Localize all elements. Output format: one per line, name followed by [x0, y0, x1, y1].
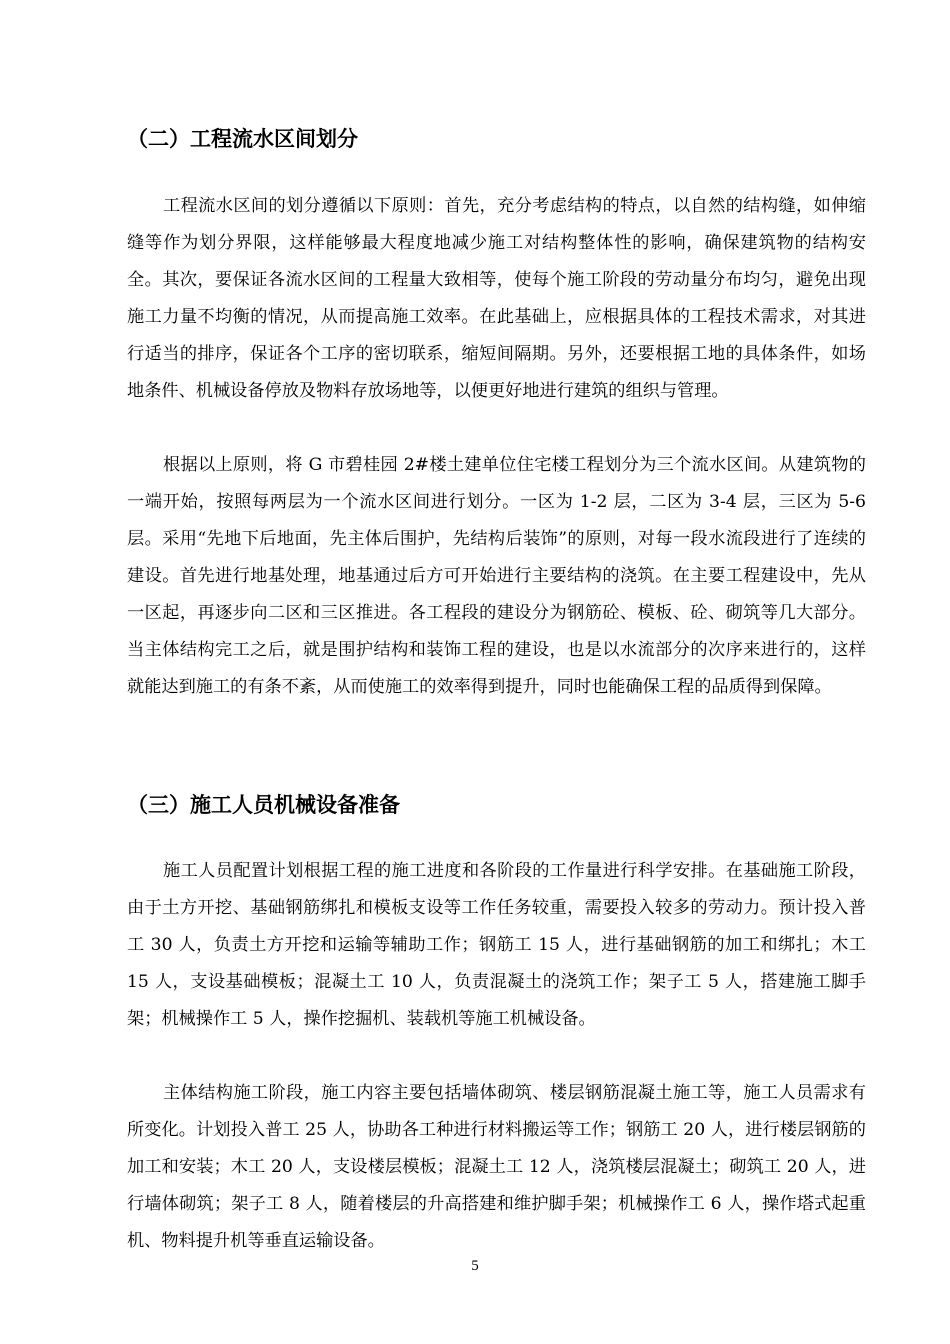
page-number: 5 — [471, 1258, 479, 1274]
section-3-paragraph-2: 主体结构施工阶段，施工内容主要包括墙体砌筑、楼层钢筋混凝土施工等，施工人员需求有所变化。计划投入普工 25 人，协助各工种进行材料搬运等工作；钢筋工 20 人，进行楼层钢筋的加工和安装；木工 20 人，支设楼层模板；混凝土工 12 人，浇筑楼层混凝土；砌筑工 20 人，进行墙体砌筑；架子工 8 人，随着楼层的升高搭建和维护脚手架；机械操作工 6 人，操作塔式起重机、物料提升机等垂直运输设备。 — [127, 1083, 866, 1251]
section-heading-3: （三）施工人员机械设备准备 — [127, 793, 400, 817]
section-heading-2: （二）工程流水区间划分 — [127, 127, 358, 151]
section-3-paragraph-1: 施工人员配置计划根据工程的施工进度和各阶段的工作量进行科学安排。在基础施工阶段，由于土方开挖、基础钢筋绑扎和模板支设等工作任务较重，需要投入较多的劳动力。预计投入普工 30 人，负责土方开挖和运输等辅助工作；钢筋工 15 人，进行基础钢筋的加工和绑扎；木工 15 人，支设基础模板；混凝土工 10 人，负责混凝土的浇筑工作；架子工 5 人，搭建施工脚手架；机械操作工 5 人，操作挖掘机、装载机等施工机械设备。 — [127, 861, 866, 1029]
section-2-paragraph-1: 工程流水区间的划分遵循以下原则：首先，充分考虑结构的特点，以自然的结构缝，如伸缩缝等作为划分界限，这样能够最大程度地减少施工对结构整体性的影响，确保建筑物的结构安全。其次，要保证各流水区间的工程量大致相等，使每个施工阶段的劳动量分布均匀，避免出现施工力量不均衡的情况，从而提高施工效率。在此基础上，应根据具体的工程技术需求，对其进行适当的排序，保证各个工序的密切联系，缩短间隔期。另外，还要根据工地的具体条件，如场地条件、机械设备停放及物料存放场地等，以便更好地进行建筑的组织与管理。 — [127, 196, 866, 401]
section-2-paragraph-2: 根据以上原则，将 G 市碧桂园 2#楼土建单位住宅楼工程划分为三个流水区间。从建筑物的一端开始，按照每两层为一个流水区间进行划分。一区为 1-2 层，二区为 3-4 层，三区为 5-6 层。采用“先地下后地面，先主体后围护，先结构后装饰”的原则，对每一段水流段进行了连续的建设。首先进行地基处理，地基通过后方可开始进行主要结构的浇筑。在主要工程建设中，先从一区起，再逐步向二区和三区推进。各工程段的建设分为钢筋砼、模板、砼、砌筑等几大部分。当主体结构完工之后，就是围护结构和装饰工程的建设，也是以水流部分的次序来进行的，这样就能达到施工的有条不紊，从而使施工的效率得到提升，同时也能确保工程的品质得到保障。 — [127, 455, 866, 697]
